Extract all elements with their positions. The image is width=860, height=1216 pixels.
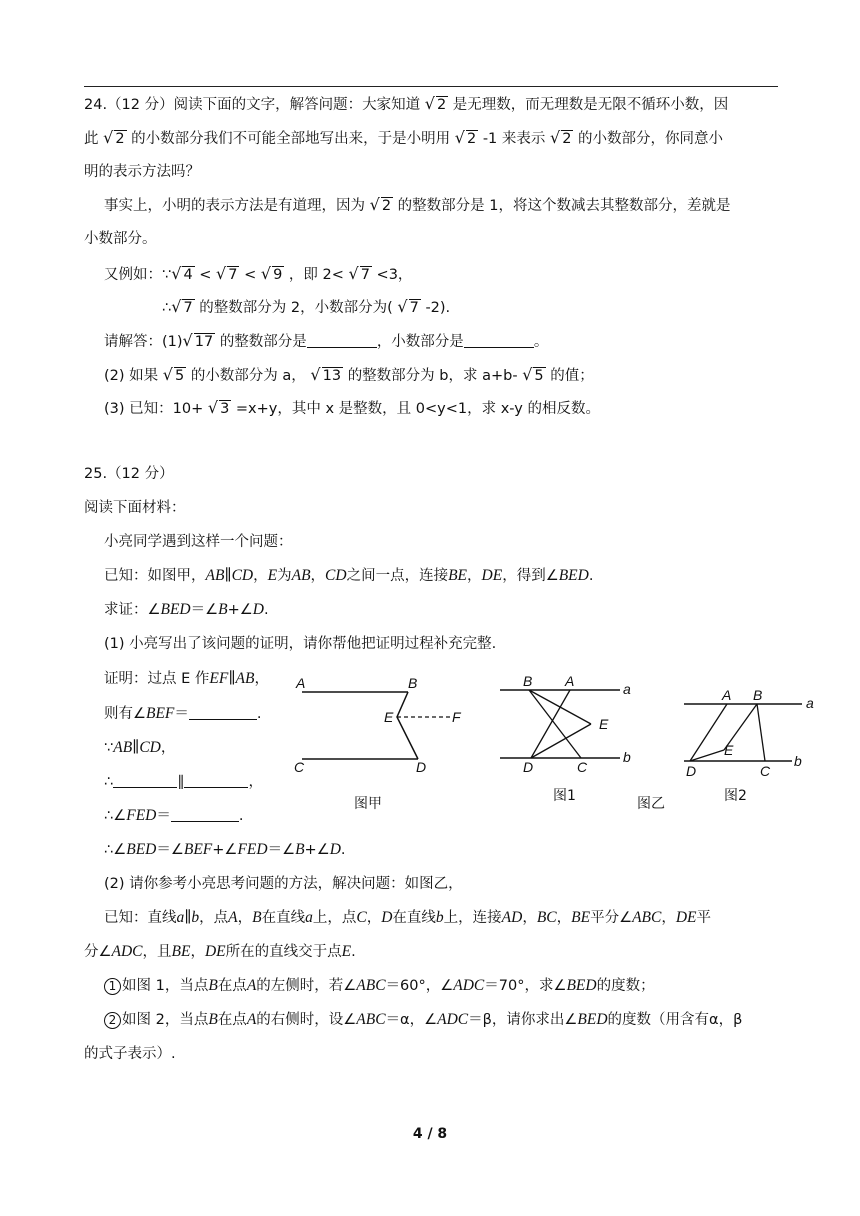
q25-p6: 已知：直线a∥b，点A，B在直线a上，点C，D在直线b上，连接AD，BC，BE平分∠ABC，DE平 bbox=[104, 909, 712, 926]
answer-blank bbox=[307, 333, 377, 348]
q25-p3: 求证：∠BED＝∠B+∠D. bbox=[104, 601, 269, 618]
figure-2-caption: 图2 bbox=[724, 788, 747, 804]
svg-text:B: B bbox=[753, 687, 763, 703]
svg-text:A: A bbox=[722, 687, 732, 703]
page-number: 4 / 8 bbox=[412, 1126, 448, 1142]
q24-line-1: 24.（12 分）阅读下面的文字，解答问题：大家知道 √ 2 是无理数，而无理数是无限不循环小数，因 bbox=[84, 94, 729, 113]
q25-p1: 小亮同学遇到这样一个问题： bbox=[104, 534, 293, 550]
q24-line-6: 又例如：∵√ 4 < √ 7 < √ 9 ，即 2< √ 7 <3， bbox=[104, 264, 413, 283]
q24-line-4: 事实上，小明的表示方法是有道理，因为 √ 2 的整数部分是 1，将这个数减去其整数部分，差就是 bbox=[104, 195, 731, 214]
proof-line-2: 则有∠BEF＝ . bbox=[104, 705, 262, 722]
q25-p9: 2 如图 2，当点B在点A的右侧时，设∠ABC＝α，∠ADC＝β，请你求出∠BED的度数（用含有α，β bbox=[104, 1010, 742, 1030]
figure-1-caption: 图1 bbox=[553, 788, 576, 804]
answer-blank bbox=[464, 333, 534, 348]
q25-p4: (1) 小亮写出了该问题的证明，请你帮他把证明过程补充完整. bbox=[104, 636, 497, 652]
q25-p7: 分∠ADC，且BE，DE所在的直线交于点E. bbox=[84, 943, 356, 960]
proof-line-6: ∴∠BED＝∠BEF+∠FED＝∠B+∠D. bbox=[104, 841, 346, 858]
q25-p8: 1 如图 1，当点B在点A的左侧时，若∠ABC＝60°，∠ADC＝70°，求∠BED的度数； bbox=[104, 976, 655, 996]
proof-line-5: ∴∠FED＝ . bbox=[104, 807, 244, 824]
q24-line-3: 明的表示方法吗？ bbox=[84, 164, 200, 180]
svg-text:A: A bbox=[565, 673, 575, 689]
q25-p2: 已知：如图甲，AB∥CD，E为AB，CD之间一点，连接BE，DE，得到∠BED. bbox=[104, 567, 594, 584]
q25-read: 阅读下面材料： bbox=[84, 500, 186, 516]
q25-p5: (2) 请你参考小亮思考问题的方法，解决问题：如图乙， bbox=[104, 876, 463, 892]
proof-line-1: 证明：过点 E 作EF∥AB， bbox=[104, 670, 269, 687]
answer-blank bbox=[171, 807, 239, 822]
q24-line-5: 小数部分。 bbox=[84, 231, 157, 247]
figure-1 bbox=[495, 672, 645, 782]
figure-jia bbox=[290, 672, 470, 782]
svg-text:E: E bbox=[724, 742, 734, 758]
svg-text:C: C bbox=[294, 759, 305, 775]
answer-blank bbox=[189, 705, 257, 720]
svg-text:B: B bbox=[523, 673, 533, 689]
svg-text:a: a bbox=[623, 681, 631, 697]
svg-text:D: D bbox=[523, 759, 534, 775]
proof-line-3: ∵AB∥CD， bbox=[104, 739, 176, 756]
q24-line-2: 此 √ 2 的小数部分我们不可能全部地写出来，于是小明用 √ 2 -1 来表示 √ 2 的小数部分，你同意小 bbox=[84, 128, 724, 147]
answer-blank bbox=[184, 773, 248, 788]
svg-text:E: E bbox=[384, 709, 394, 725]
svg-text:D: D bbox=[686, 763, 697, 779]
svg-text:E: E bbox=[599, 716, 609, 732]
svg-text:B: B bbox=[408, 675, 418, 691]
svg-text:b: b bbox=[794, 753, 802, 769]
q25-p10: 的式子表示）. bbox=[84, 1046, 176, 1062]
svg-text:b: b bbox=[623, 749, 631, 765]
q24-line-7: ∴√ 7 的整数部分为 2，小数部分为( √ 7 -2). bbox=[162, 297, 451, 316]
q24-line-9: (2) 如果 √ 5 的小数部分为 a， √ 13 的整数部分为 b，求 a+b- √ 5 的值； bbox=[104, 365, 594, 384]
figure-jia-caption: 图甲 bbox=[354, 796, 382, 812]
q25-heading: 25.（12 分） bbox=[84, 466, 174, 482]
figure-yi-caption: 图乙 bbox=[637, 796, 665, 812]
svg-text:A: A bbox=[296, 675, 306, 691]
svg-text:F: F bbox=[452, 709, 461, 725]
circled-number-2: 2 bbox=[104, 1012, 121, 1029]
top-rule bbox=[84, 86, 778, 87]
q24-line-10: (3) 已知：10+ √ 3 =x+y，其中 x 是整数，且 0<y<1，求 x-y 的相反数。 bbox=[104, 398, 600, 417]
figure-2 bbox=[680, 686, 830, 786]
proof-line-4: ∴ ∥ ， bbox=[104, 774, 263, 790]
svg-text:C: C bbox=[577, 759, 588, 775]
svg-text:C: C bbox=[760, 763, 771, 779]
circled-number-1: 1 bbox=[104, 978, 121, 995]
q24-line-8: 请解答：(1)√ 17 的整数部分是 ，小数部分是 。 bbox=[104, 331, 549, 350]
svg-text:D: D bbox=[416, 759, 427, 775]
answer-blank bbox=[113, 773, 177, 788]
svg-text:a: a bbox=[806, 695, 814, 711]
